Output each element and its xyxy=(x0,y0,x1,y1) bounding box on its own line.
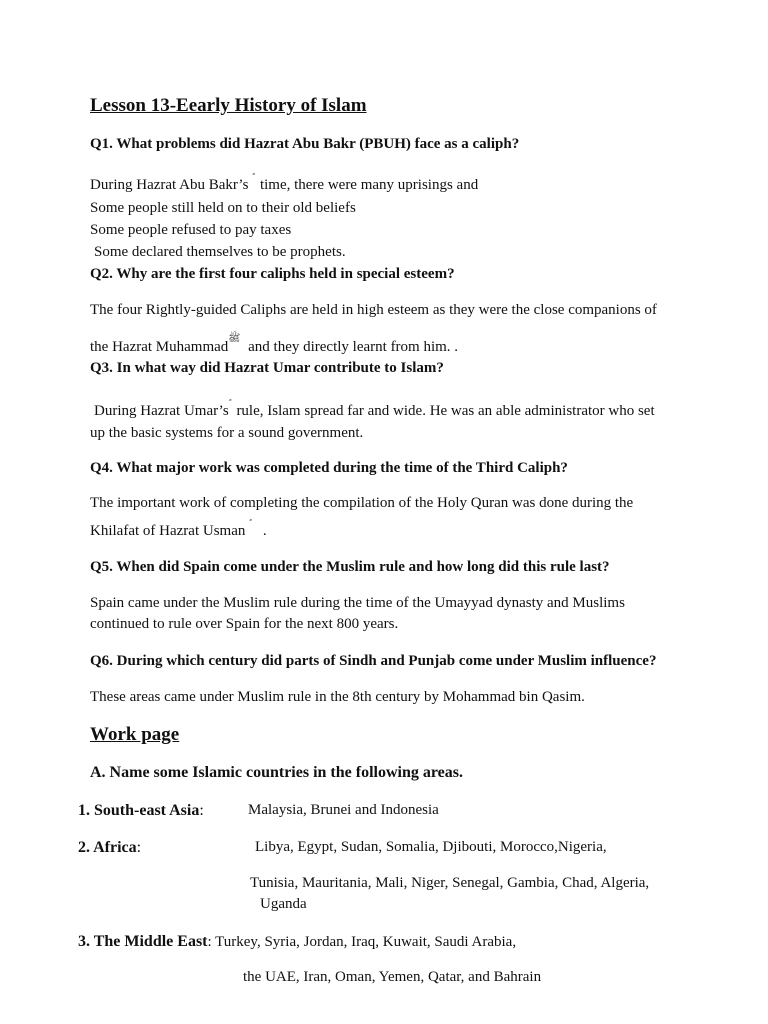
item-3-row xyxy=(78,932,516,952)
question-6: Q6. During which century did parts of Sindh and Punjab come under Muslim influence? xyxy=(90,653,657,669)
answer-4-line-2a: Khilafat of Hazrat Usman xyxy=(90,523,246,539)
answer-2-line-2b: and they directly learnt from him. . xyxy=(248,339,459,355)
item-3-value-line-1: : Turkey, Syria, Jordan, Iraq, Kuwait, Saudi Arabia, xyxy=(207,934,517,950)
honorific-saw-icon: ﷺ xyxy=(228,333,241,344)
item-1-colon: : xyxy=(199,802,204,819)
answer-3-line-2: up the basic systems for a sound government. xyxy=(90,425,364,441)
question-5: Q5. When did Spain come under the Muslim rule and how long did this rule last? xyxy=(90,559,610,575)
answer-3-line-1b: rule, Islam spread far and wide. He was an able administrator who set xyxy=(236,403,655,419)
question-1: Q1. What problems did Hazrat Abu Bakr (PBUH) face as a caliph? xyxy=(90,136,520,152)
answer-4-line-1: The important work of completing the compilation of the Holy Quran was done during the xyxy=(90,495,634,511)
work-page-heading: Work page xyxy=(90,724,180,745)
answer-4-line-2b: . xyxy=(262,523,267,539)
item-2-value-line-3: Uganda xyxy=(260,896,307,912)
item-3-label: 3. The Middle East xyxy=(78,933,208,950)
answer-1-line-4: Some declared themselves to be prophets. xyxy=(94,244,346,260)
question-3: Q3. In what way did Hazrat Umar contribute to Islam? xyxy=(90,360,444,376)
item-1-label xyxy=(78,801,204,820)
answer-1-line-2: Some people still held on to their old beliefs xyxy=(90,200,356,216)
item-2-value-line-1: Libya, Egypt, Sudan, Somalia, Djibouti, Morocco,Nigeria, xyxy=(255,839,607,855)
answer-2-line-2 xyxy=(90,333,459,357)
answer-5-line-1: Spain came under the Muslim rule during the time of the Umayyad dynasty and Muslims xyxy=(90,595,625,611)
answer-3-line-1 xyxy=(94,402,655,421)
answer-2-line-1: The four Rightly-guided Caliphs are held in high esteem as they were the close companions of xyxy=(90,302,657,318)
answer-1-line-1a: During Hazrat Abu Bakr’s xyxy=(90,177,249,193)
item-3-value-line-2: the UAE, Iran, Oman, Yemen, Qatar, and Bahrain xyxy=(243,969,542,985)
answer-1-line-3: Some people refused to pay taxes xyxy=(90,222,292,238)
question-2: Q2. Why are the first four caliphs held in special esteem? xyxy=(90,266,455,282)
question-4: Q4. What major work was completed during the time of the Third Caliph? xyxy=(90,460,568,476)
item-2-colon: : xyxy=(136,839,142,856)
answer-1-line-1 xyxy=(90,176,478,195)
answer-6: These areas came under Muslim rule in the 8th century by Mohammad bin Qasim. xyxy=(90,689,585,705)
answer-5-line-2: continued to rule over Spain for the next 800 years. xyxy=(90,616,399,632)
item-1-value: Malaysia, Brunei and Indonesia xyxy=(248,802,439,818)
answer-2-line-2a: the Hazrat Muhammad xyxy=(90,339,229,355)
answer-1-line-1b: time, there were many uprisings and xyxy=(259,177,479,193)
item-2-value-line-2: Tunisia, Mauritania, Mali, Niger, Senegal, Gambia, Chad, Algeria, xyxy=(250,875,650,891)
answer-4-line-2 xyxy=(90,522,267,541)
item-2-label-text: 2. Africa xyxy=(78,839,137,856)
work-instruction: A. Name some Islamic countries in the following areas. xyxy=(90,764,463,781)
answer-3-line-1a: During Hazrat Umar’s xyxy=(94,403,229,419)
item-2-label xyxy=(78,838,141,857)
page-title: Lesson 13-Eearly History of Islam xyxy=(90,95,367,116)
item-1-label-text: 1. South-east Asia xyxy=(78,802,200,819)
